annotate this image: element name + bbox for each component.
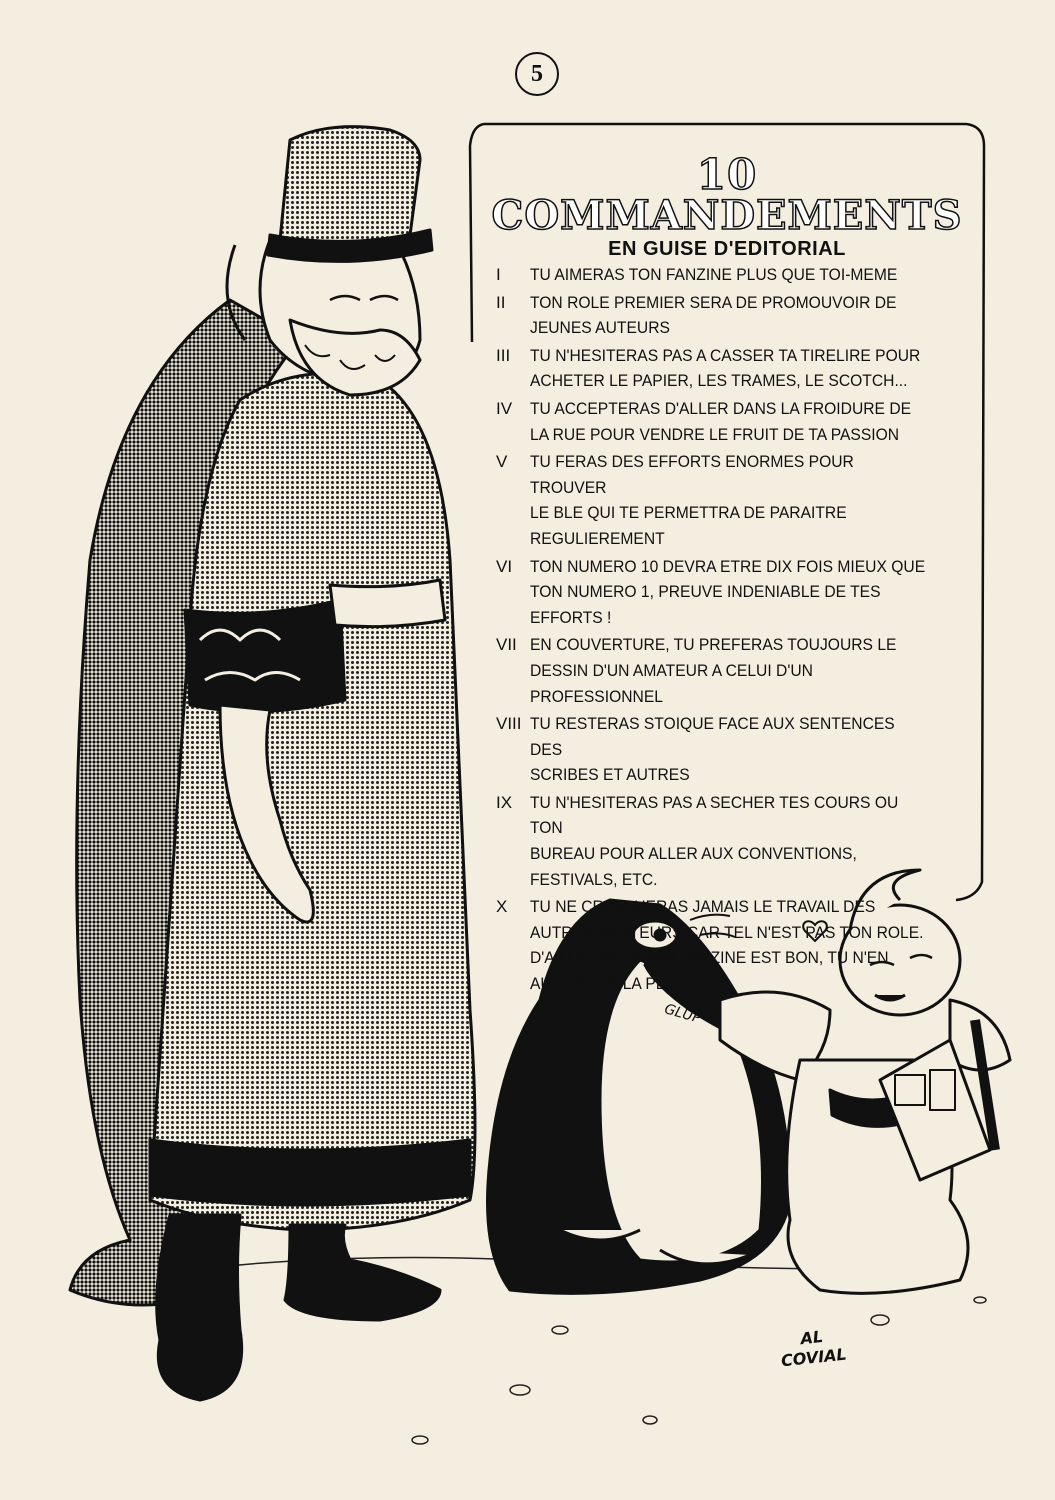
commandment-text: TU AIMERAS TON FANZINE PLUS QUE TOI-MEME [530,265,898,284]
commandment-numeral: IV [496,398,513,418]
commandment-numeral: IX [496,792,513,812]
commandment-1 [496,262,966,288]
commandment-numeral: VI [496,556,513,576]
commandment-text: TON ROLE PREMIER SERA DE PROMOUVOIR DE JEUNES AUTEURS [530,292,897,338]
commandment-10 [496,894,966,996]
commandment-text: TU NE CRITIQUERAS JAMAIS LE TRAVAIL DES AUTRES AMATEURS CAR TEL N'EST PAS TON ROLE. D'AILLEURS SI TON FANZINE EST BON, TU N'EN AURAS PAS LA PLACE [530,897,924,994]
commandment-numeral: I [496,265,501,284]
commandment-text: TU N'HESITERAS PAS A SECHER TES COURS OU TON BUREAU POUR ALLER AUX CONVENTIONS, FESTIVALS, ETC. [530,792,899,889]
sound-effect: GLUP [662,1001,703,1027]
commandment-text: TU FERAS DES EFFORTS ENORMES POUR TROUVER LE BLE QUI TE PERMETTRA DE PARAITRE REGULIEREMENT [530,452,854,548]
commandment-text: TU N'HESITERAS PAS A CASSER TA TIRELIRE POUR ACHETER LE PAPIER, LES TRAMES, LE SCOTCH... [530,345,921,391]
commandment-7 [496,632,966,709]
old-man-illustration [70,127,475,1400]
title-number: 10 [696,150,758,199]
commandment-numeral: II [496,292,506,312]
page-number: 5 [515,52,559,96]
commandment-numeral: V [496,452,508,472]
commandment-3 [496,343,966,394]
page-title: COMMANDEMENTS [491,192,963,239]
commandment-4 [496,396,966,447]
commandment-6 [496,554,966,631]
commandment-text: EN COUVERTURE, TU PREFERAS TOUJOURS LE DESSIN D'UN AMATEUR A CELUI D'UN PROFESSIONNEL [530,635,897,706]
commandment-numeral: VII [496,635,517,655]
commandment-8 [496,711,966,788]
subtitle: EN GUISE D'EDITORIAL [608,238,846,260]
editorial-panel [466,122,988,994]
commandment-text: TU RESTERAS STOIQUE FACE AUX SENTENCES DES SCRIBES ET AUTRES [530,714,895,785]
commandments-list [496,262,966,999]
artist-signature: AL COVIAL [780,1326,848,1371]
commandment-numeral: III [496,345,511,365]
commandment-2 [496,290,966,341]
commandment-numeral: VIII [496,714,522,734]
commandment-5 [496,449,966,551]
commandment-text: TON NUMERO 10 DEVRA ETRE DIX FOIS MIEUX QUE TON NUMERO 1, PREUVE INDENIABLE DE TES EFFORTS ! [530,556,926,627]
commandment-9 [496,790,966,892]
commandment-numeral: X [496,897,508,917]
commandment-text: TU ACCEPTERAS D'ALLER DANS LA FROIDURE DE LA RUE POUR VENDRE LE FRUIT DE TA PASSION [530,398,912,444]
